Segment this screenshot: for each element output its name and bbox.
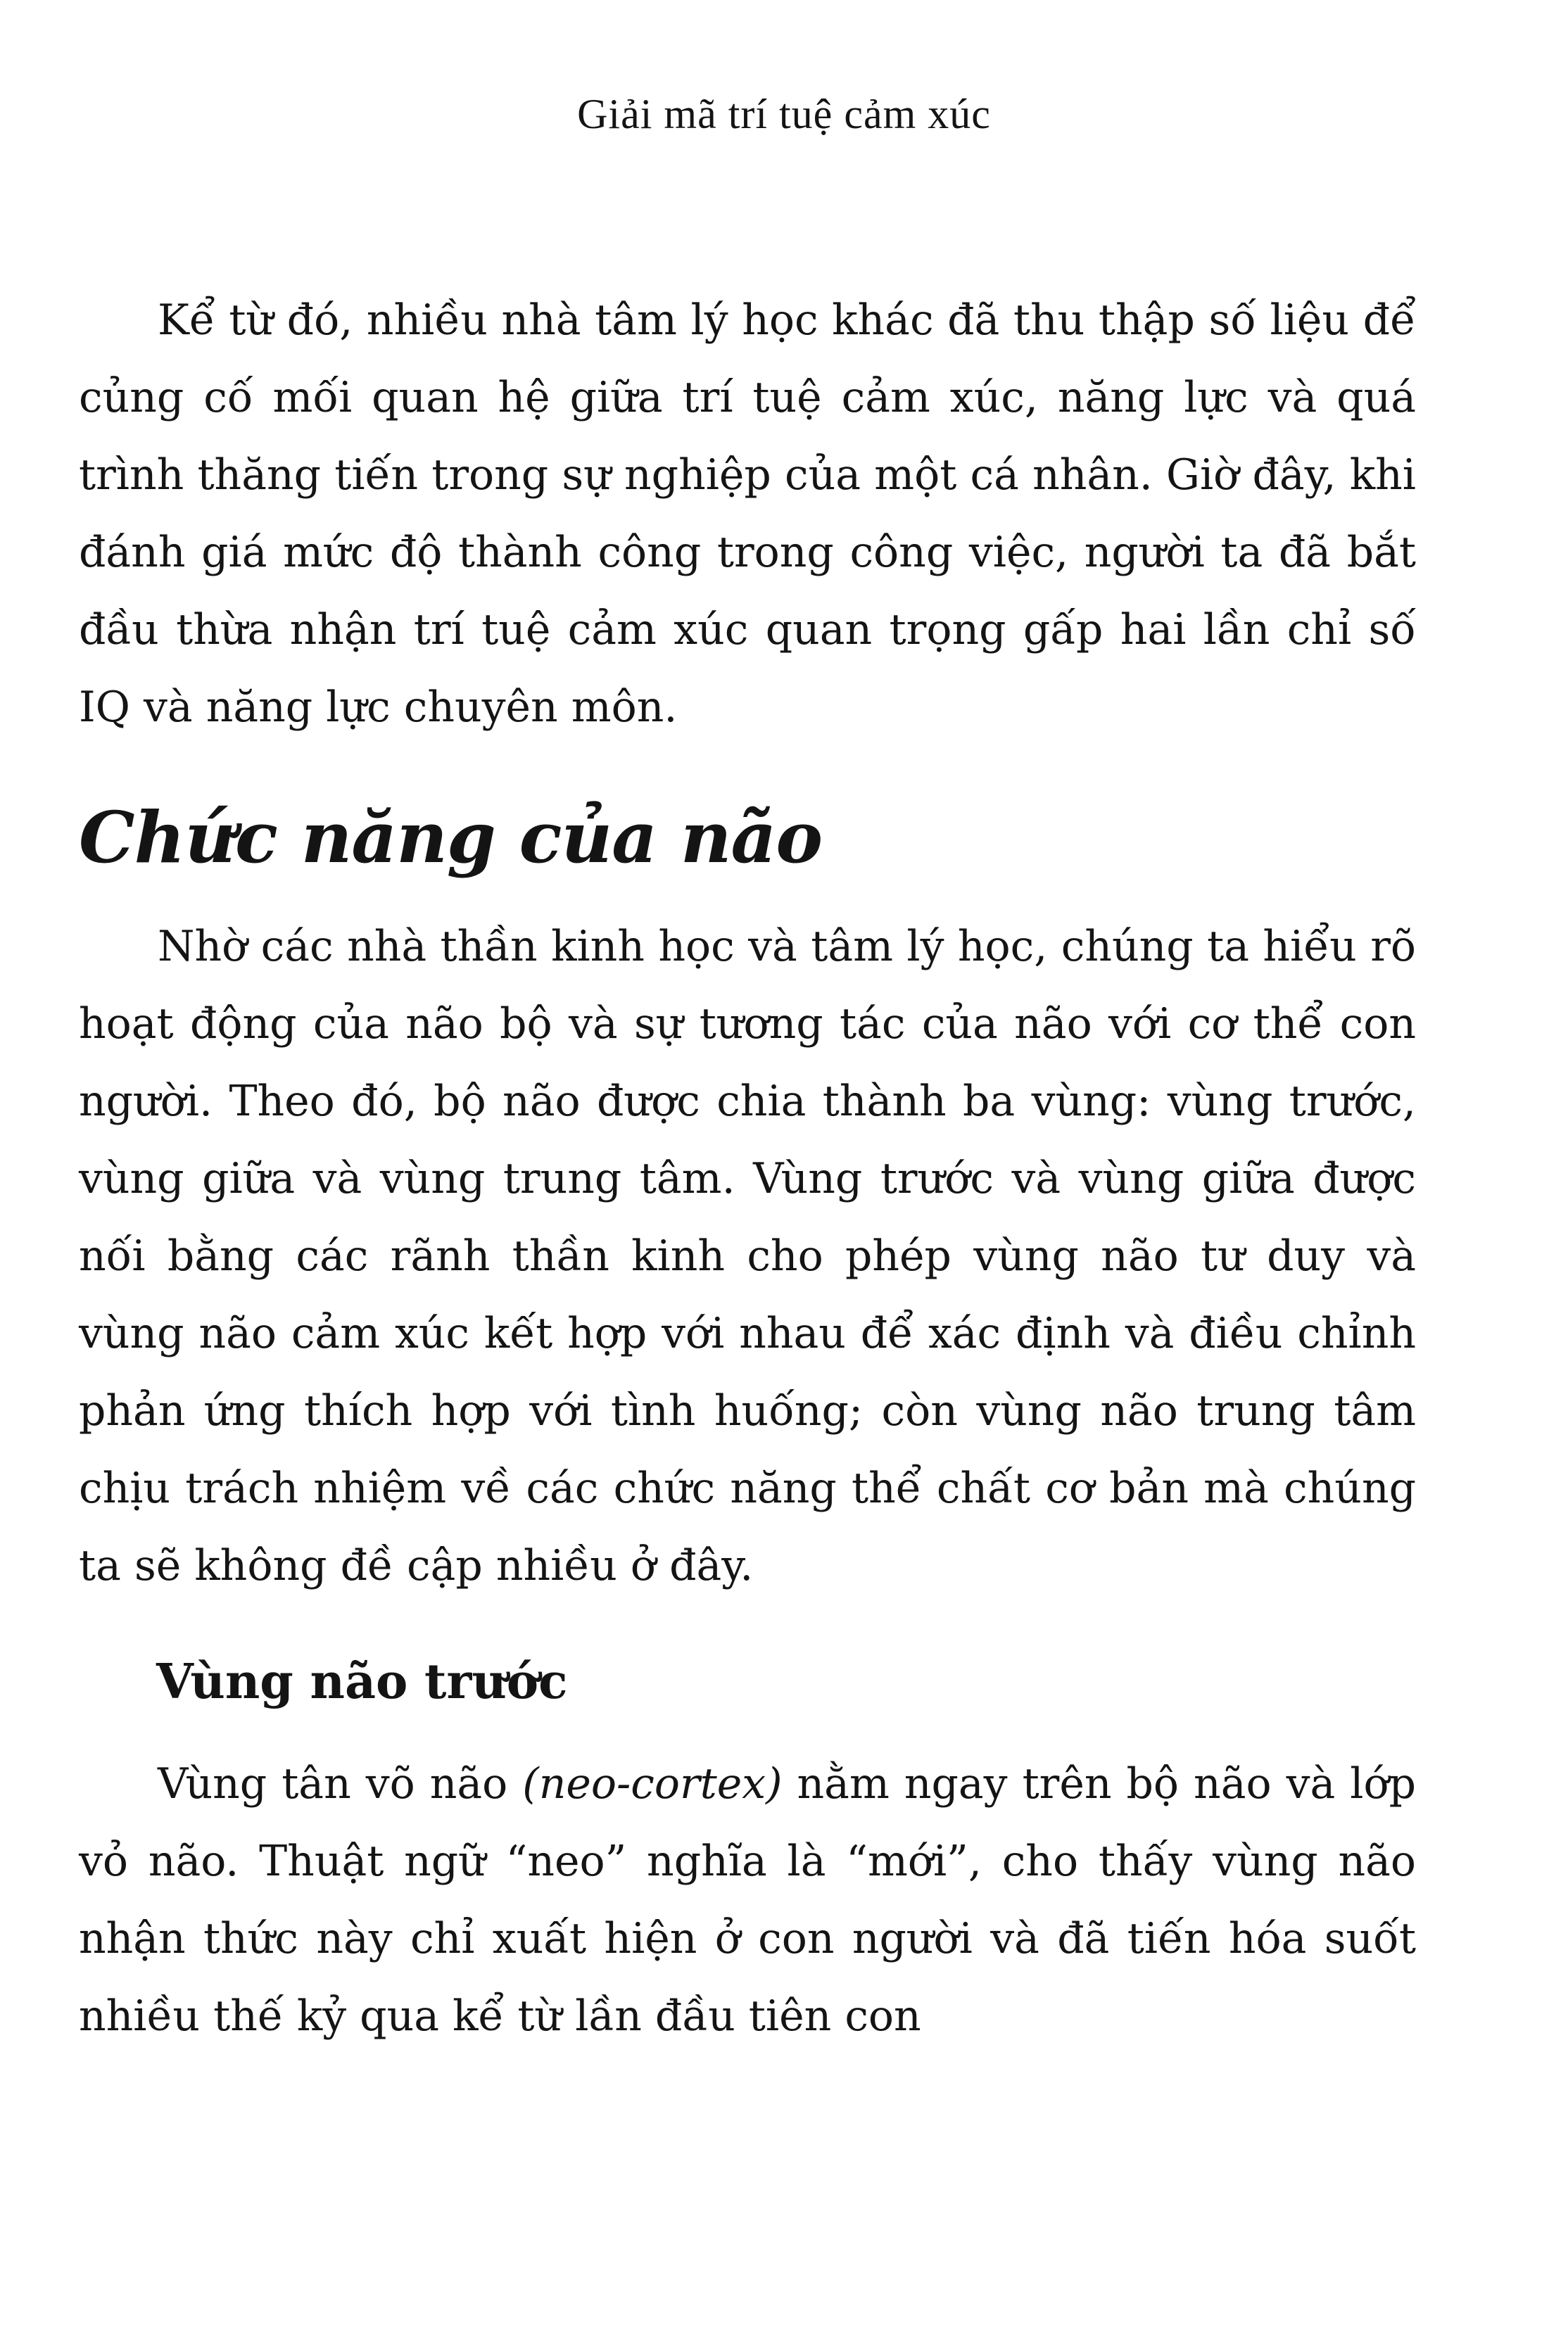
neocortex-text-end: nằm ngay trên bộ não và lớp vỏ não. Thuật ngữ “neo” nghĩa là “mới”, cho thấy vùng não nhận thức này chỉ xuất hiện ở con người và đã tiến hóa suốt nhiều thế kỷ qua kể từ lần đầu tiên con (79, 1759, 1416, 2041)
neocortex-text-start: Vùng tân võ não (158, 1759, 523, 1809)
neocortex-term: (neo-cortex) (522, 1759, 783, 1809)
section-heading: Chức năng của não (79, 796, 823, 879)
subsection-heading: Vùng não trước (156, 1654, 568, 1710)
paragraph-brain-regions: Nhờ các nhà thần kinh học và tâm lý học, chúng ta hiểu rõ hoạt động của não bộ và sự tương tác của não với cơ thể con người. Theo đó, bộ não được chia thành ba vùng: vùng trước, vùng giữa và vùng trung tâm. Vùng trước và vùng giữa được nối bằng các rãnh thần kinh cho phép vùng não tư duy và vùng não cảm xúc kết hợp với nhau để xác định và điều chỉnh phản ứng thích hợp với tình huống; còn vùng não trung tâm chịu trách nhiệm về các chức năng thể chất cơ bản mà chúng ta sẽ không đề cập nhiều ở đây. (79, 922, 1416, 1590)
page-content (79, 281, 1416, 2055)
paragraph-neocortex (79, 1745, 1416, 2055)
running-header: Giải mã trí tuệ cảm xúc (577, 91, 991, 137)
paragraph-intro: Kể từ đó, nhiều nhà tâm lý học khác đã thu thập số liệu để củng cố mối quan hệ giữa trí tuệ cảm xúc, năng lực và quá trình thăng tiến trong sự nghiệp của một cá nhân. Giờ đây, khi đánh giá mức độ thành công trong công việc, người ta đã bắt đầu thừa nhận trí tuệ cảm xúc quan trọng gấp hai lần chỉ số IQ và năng lực chuyên môn. (79, 296, 1416, 732)
